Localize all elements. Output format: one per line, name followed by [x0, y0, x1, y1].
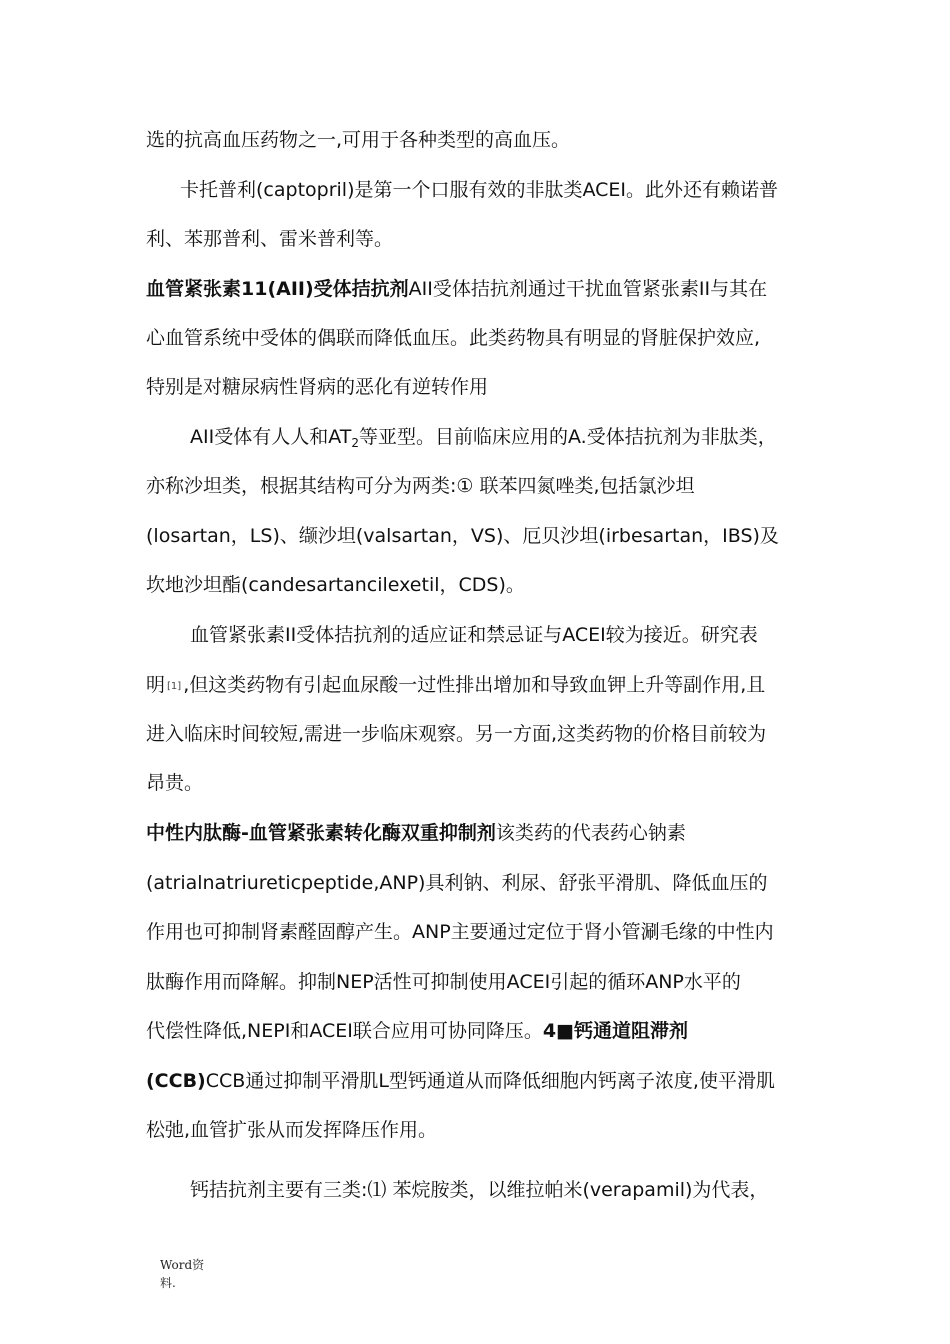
section-heading-line	[146, 1068, 775, 1094]
text-line: 作用也可抑制肾素醛固醇产生。ANP主要通过定位于肾小管涮毛缘的中性内	[146, 921, 774, 943]
section-heading-line	[146, 820, 686, 846]
section-heading-line	[146, 276, 767, 302]
subscript: 2	[351, 436, 359, 450]
text-segment: 等亚型。目前临床应用的A.受体拮抗剂为非肽类，	[358, 426, 777, 448]
text-line: 钙拮抗剂主要有三类:⑴ 苯烷胺类，以维拉帕米(verapamil)为代表，	[190, 1179, 769, 1201]
text-line: 坎地沙坦酯(candesartancilexetil，CDS)。	[146, 574, 525, 596]
text-line	[190, 424, 777, 456]
text-line: (losartan，LS)、缬沙坦(valsartan，VS)、厄贝沙坦(irbesartan，IBS)及	[146, 525, 779, 547]
text-segment: AII受体拮抗剂通过干扰血管紧张素II与其在	[408, 278, 768, 300]
text-line: 昂贵。	[146, 772, 204, 794]
text-segment: ,但这类药物有引起血尿酸一过性排出增加和导致血钾上升等副作用,且	[183, 674, 766, 696]
text-line	[146, 1018, 688, 1044]
section-heading: (CCB)	[146, 1070, 206, 1092]
text-line: 肽酶作用而降解。抑制NEP活性可抑制使用ACEI引起的循环ANP水平的	[146, 971, 741, 993]
text-segment: 该类药的代表药心钠素	[495, 822, 686, 844]
section-heading: 中性内肽酶-血管紧张素转化酶双重抑制剂	[146, 822, 496, 844]
text-line: 进入临床时间较短,需进一步临床观察。另一方面,这类药物的价格目前较为	[146, 723, 767, 745]
text-line: 血管紧张素II受体拮抗剂的适应证和禁忌证与ACEI较为接近。研究表	[190, 624, 758, 646]
text-segment: CCB通过抑制平滑肌L型钙通道从而降低细胞内钙离子浓度,使平滑肌	[205, 1070, 775, 1092]
text-line: (atrialnatriureticpeptide,ANP)具利钠、利尿、舒张平滑肌、降低血压的	[146, 872, 768, 894]
text-segment: 代偿性降低,NEPI和ACEI联合应用可协同降压。	[146, 1020, 543, 1042]
text-line: 特别是对糖尿病性肾病的恶化有逆转作用	[146, 376, 489, 398]
page-footer	[160, 1256, 204, 1292]
footer-line: Word资	[160, 1258, 205, 1272]
text-line: 选的抗高血压药物之一,可用于各种类型的高血压。	[146, 129, 571, 151]
text-line	[146, 672, 765, 700]
section-heading: 4■钙通道阻滞剂	[542, 1020, 689, 1042]
text-line: 利、苯那普利、雷米普利等。	[146, 228, 394, 250]
section-heading: 血管紧张素11(AII)受体拮抗剂	[146, 278, 409, 300]
text-segment: 明	[146, 674, 166, 696]
text-segment: AII受体有人人和AT	[190, 426, 352, 448]
citation-mark: [1]	[167, 681, 182, 692]
text-line: 卡托普利(captopril)是第一个口服有效的非肽类ACEI。此外还有赖诺普	[180, 179, 779, 201]
text-line: 心血管系统中受体的偶联而降低血压。此类药物具有明显的肾脏保护效应,	[146, 327, 761, 349]
text-line: 亦称沙坦类，根据其结构可分为两类:① 联苯四氮唑类,包括氯沙坦	[146, 475, 695, 497]
footer-line: 料.	[160, 1276, 176, 1290]
text-line: 松弛,血管扩张从而发挥降压作用。	[146, 1119, 438, 1141]
